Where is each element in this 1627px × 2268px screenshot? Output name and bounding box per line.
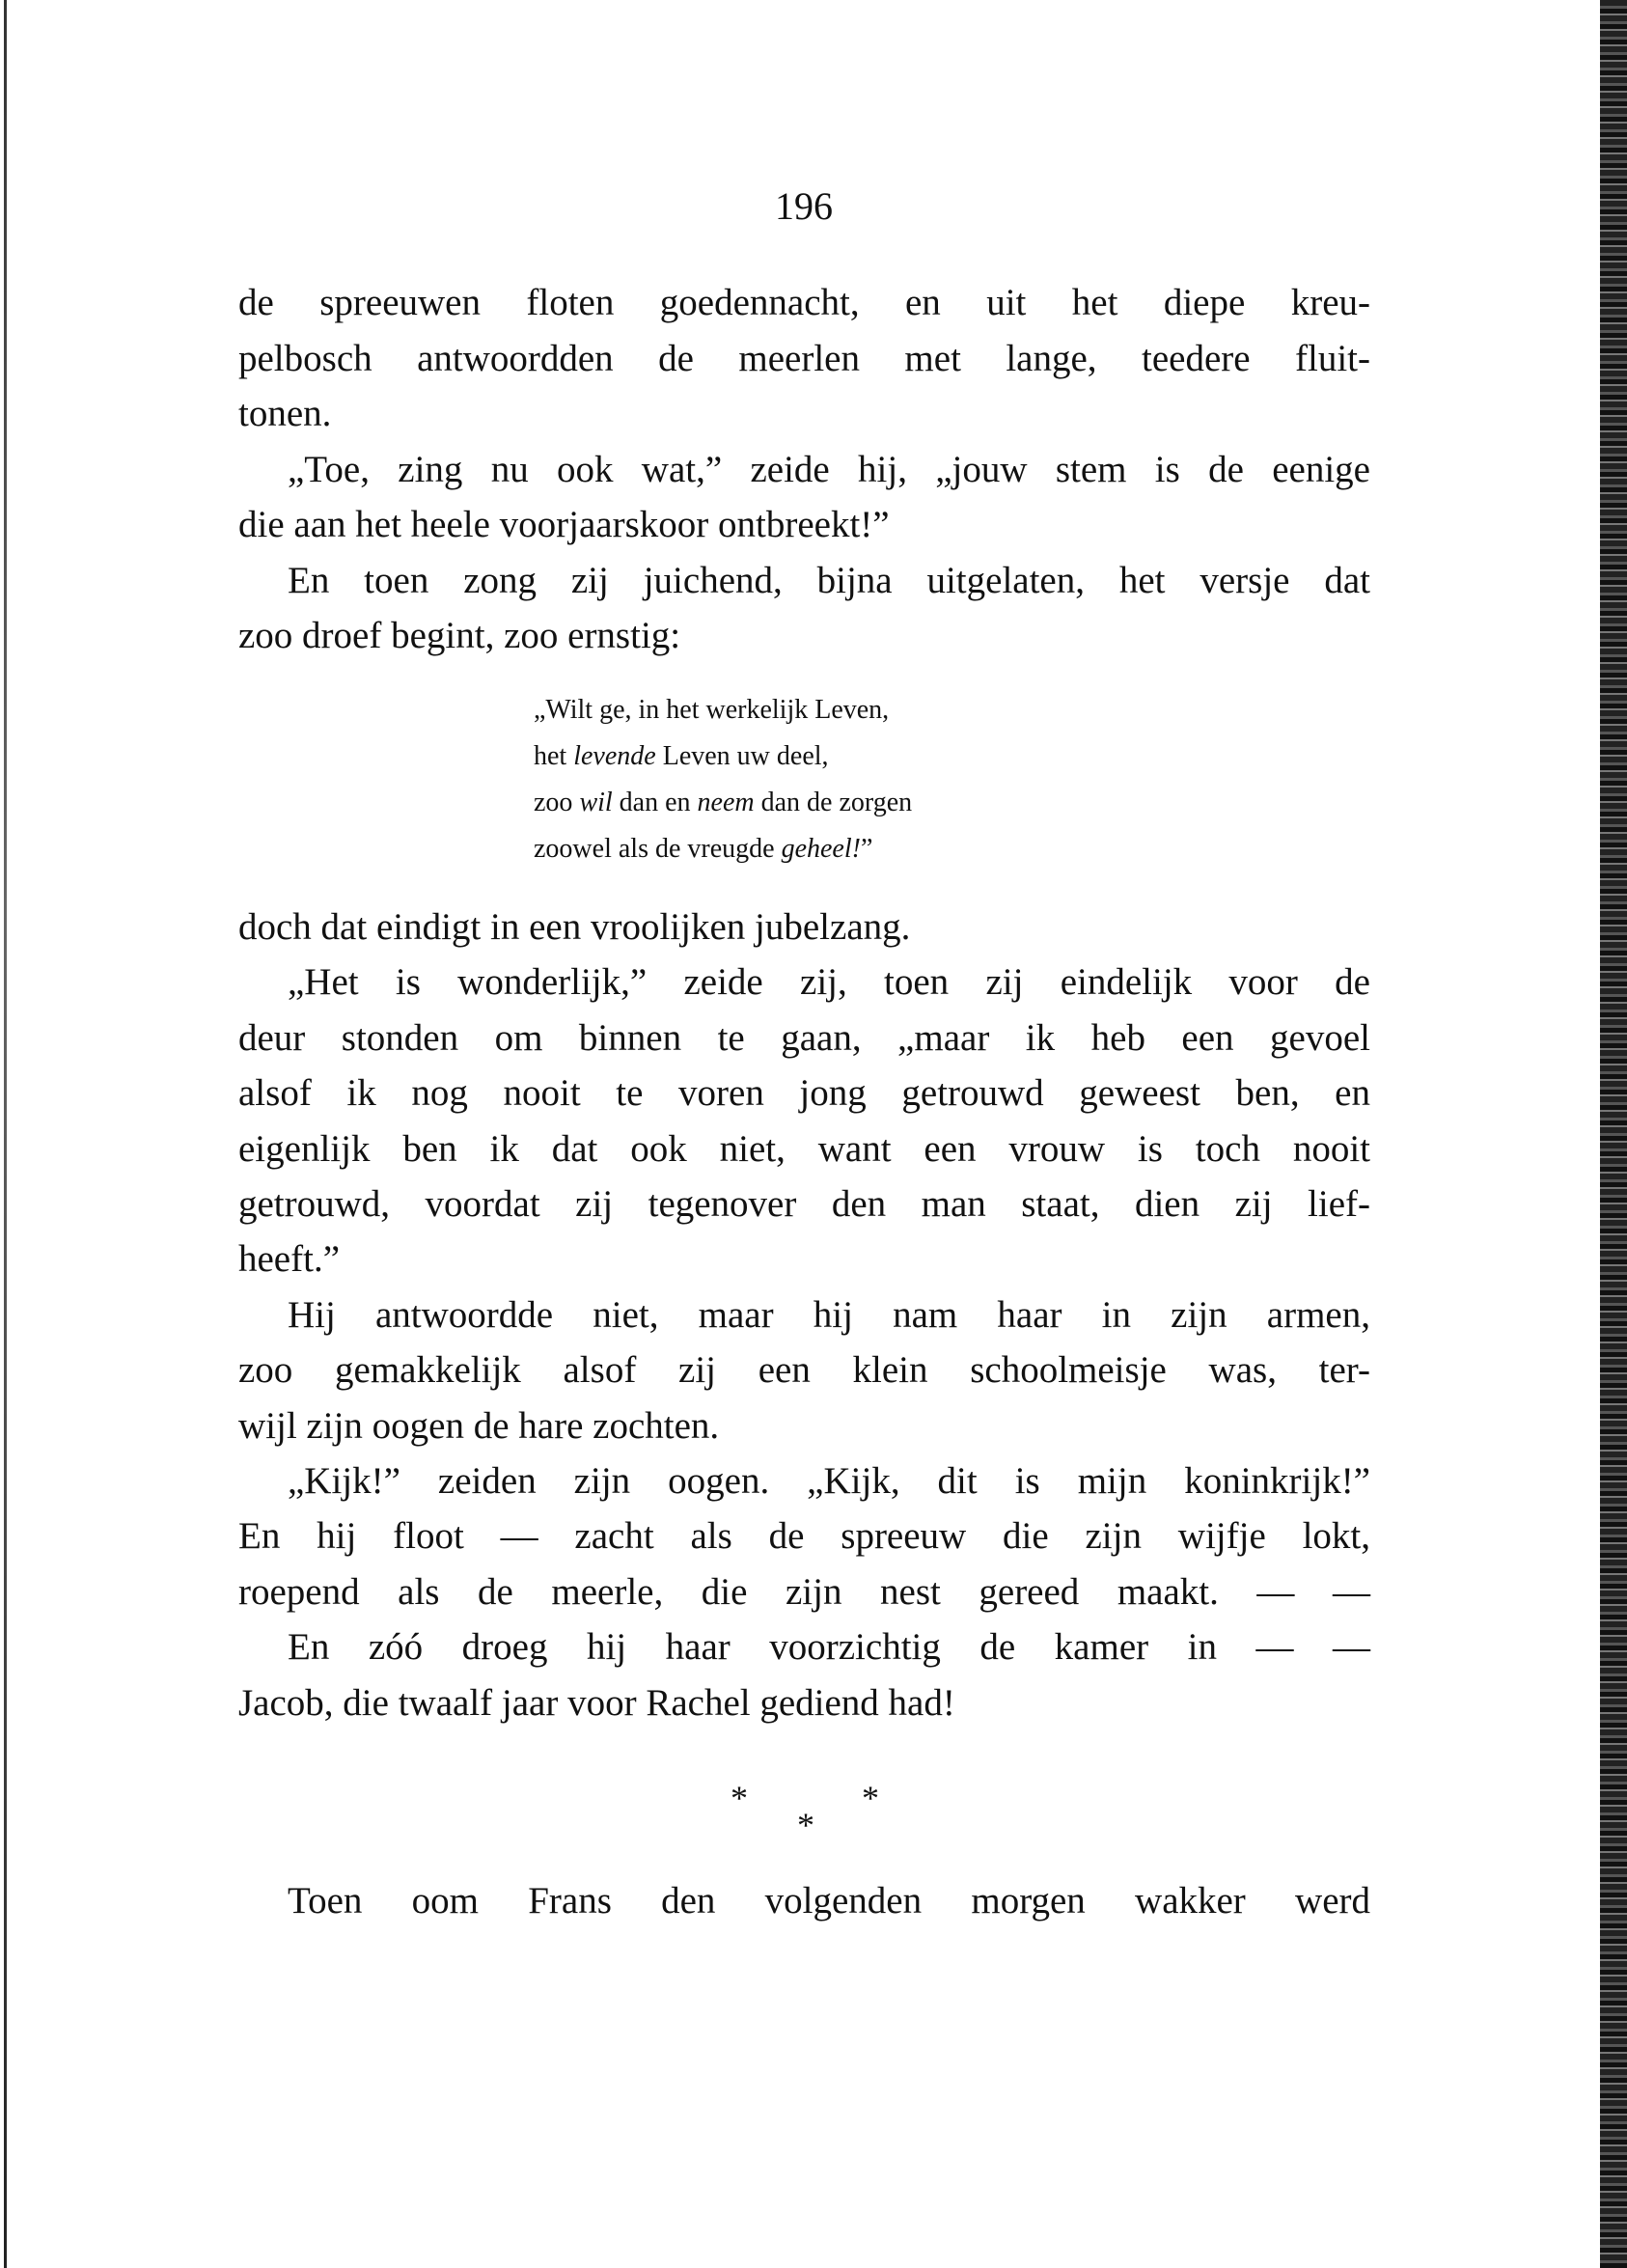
- poem-emphasis: geheel!: [781, 834, 861, 864]
- poem-text: dan en: [612, 788, 698, 817]
- text-line: „Toe, zing nu ook wat,” zeide hij, „jouw stem is de eenige: [288, 448, 1370, 490]
- text-line: Jacob, die twaalf jaar voor Rachel gediend had!: [238, 1681, 955, 1724]
- section-separator-asterisk: *: [797, 1806, 814, 1844]
- text-line: zoo droef begint, zoo ernstig:: [238, 615, 681, 656]
- poem-text: zoowel als de vreugde: [534, 834, 782, 864]
- poem-text: „Wilt ge, in het werkelijk Leven,: [534, 695, 890, 725]
- poem-text: het: [534, 741, 574, 771]
- text-line: getrouwd, voordat zij tegenover den man staat, dien zij lief-: [238, 1183, 1370, 1225]
- text-line: de spreeuwen floten goedennacht, en uit het diepe kreu-: [238, 282, 1370, 323]
- text-line: deur stonden om binnen te gaan, „maar ik heb een gevoel: [238, 1016, 1370, 1059]
- text-line: doch dat eindigt in een vroolijken jubelzang.: [238, 906, 911, 948]
- scan-edge-right: [1600, 0, 1627, 2268]
- text-line: Hij antwoordde niet, maar hij nam haar in zijn armen,: [288, 1293, 1370, 1336]
- section-separator-asterisk: *: [731, 1779, 748, 1817]
- scan-edge-left: [4, 0, 7, 2268]
- poem-emphasis: levende: [573, 741, 656, 771]
- text-line: zoo gemakkelijk alsof zij een klein schoolmeisje was, ter-: [238, 1349, 1370, 1392]
- poem-text: ”: [860, 834, 873, 864]
- text-line: Toen oom Frans den volgenden morgen wakker werd: [288, 1880, 1370, 1922]
- text-line: „Kijk!” zeiden zijn oogen. „Kijk, dit is mijn koninkrijk!”: [288, 1460, 1370, 1502]
- poem-emphasis: wil: [579, 788, 613, 817]
- text-line: heeft.”: [238, 1238, 341, 1281]
- poem-line: [534, 739, 829, 774]
- poem-line: [534, 693, 889, 728]
- text-line: alsof ik nog nooit te voren jong getrouwd geweest ben, en: [238, 1072, 1370, 1115]
- text-line: „Het is wonderlijk,” zeide zij, toen zij eindelijk voor de: [288, 961, 1370, 1004]
- text-line: En zóó droeg hij haar voorzichtig de kamer in — —: [288, 1626, 1370, 1669]
- poem-line: [534, 786, 912, 820]
- text-line: eigenlijk ben ik dat ook niet, want een vrouw is toch nooit: [238, 1127, 1370, 1170]
- poem-text: zoo: [534, 788, 580, 817]
- text-line: tonen.: [238, 393, 332, 434]
- poem-line: [534, 832, 872, 867]
- text-line: die aan het heele voorjaarskoor ontbreekt!”: [238, 504, 890, 545]
- text-line: En hij floot — zacht als de spreeuw die zijn wijfje lokt,: [238, 1515, 1370, 1558]
- text-line: pelbosch antwoordden de meerlen met lange, teedere fluit-: [238, 337, 1370, 379]
- text-line: En toen zong zij juichend, bijna uitgelaten, het versje dat: [288, 559, 1370, 601]
- poem-text: Leven uw deel,: [655, 741, 829, 771]
- poem-emphasis: neem: [697, 788, 755, 817]
- poem-text: dan de zorgen: [754, 788, 913, 817]
- page-number: 196: [775, 184, 833, 228]
- text-line: roepend als de meerle, die zijn nest gereed maakt. — —: [238, 1570, 1370, 1613]
- text-line: wijl zijn oogen de hare zochten.: [238, 1404, 720, 1447]
- section-separator-asterisk: *: [862, 1779, 879, 1817]
